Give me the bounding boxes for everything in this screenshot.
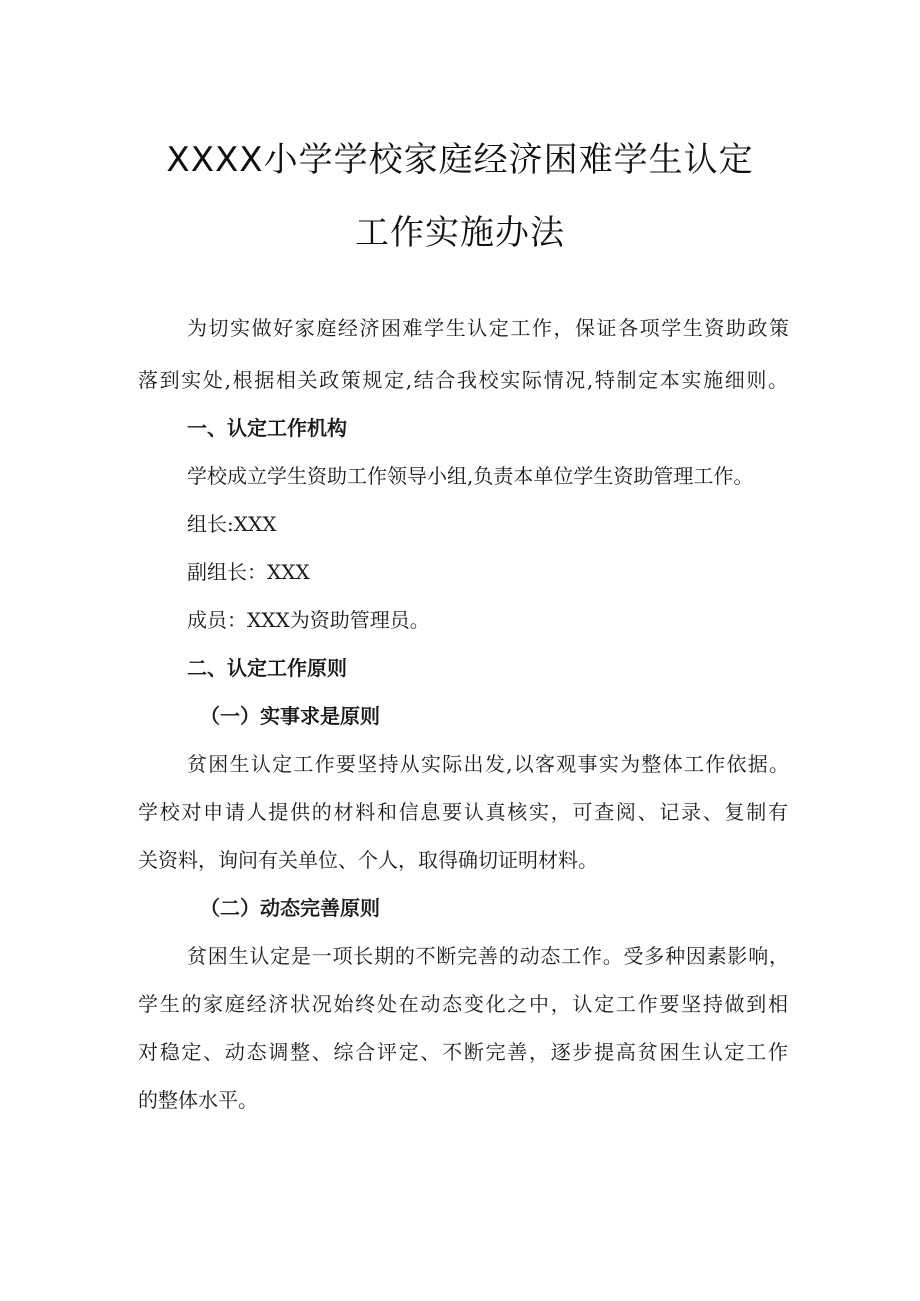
section-2-heading: 二、认定工作原则 [187,656,347,680]
subsection-1-line-3: 关资料，询问有关单位、个人，取得确切证明材料。 [138,848,598,872]
subsection-1-heading: （一）实事求是原则 [200,704,380,728]
members-line: 成员：XXX为资助管理员。 [187,608,430,632]
leader-line: 组长:XXX [187,512,277,536]
section-1-paragraph: 学校成立学生资助工作领导小组,负责本单位学生资助管理工作。 [187,464,754,488]
vice-leader-line: 副组长：XXX [187,560,310,584]
section-1-heading: 一、认定工作机构 [187,416,347,440]
subsection-2-line-1: 贫困生认定是一项长期的不断完善的动态工作。受多种因素影响， [187,944,789,968]
subsection-2-heading: （二）动态完善原则 [200,896,380,920]
document-title-line-2: 工作实施办法 [355,213,565,253]
intro-line-1: 为切实做好家庭经济困难学生认定工作，保证各项学生资助政策 [187,316,789,340]
subsection-1-line-1: 贫困生认定工作要坚持从实际出发,以客观事实为整体工作依据。 [187,752,789,776]
subsection-2-line-3: 对稳定、动态调整、综合评定、不断完善，逐步提高贫困生认定工作 [138,1040,788,1064]
subsection-2-line-4: 的整体水平。 [138,1088,258,1112]
intro-line-2: 落到实处,根据相关政策规定,结合我校实际情况,特制定本实施细则。 [138,368,788,392]
subsection-1-line-2: 学校对申请人提供的材料和信息要认真核实，可查阅、记录、复制有 [138,800,788,824]
document-title-line-1: XXXX小学学校家庭经济困难学生认定 [166,140,754,180]
subsection-2-line-2: 学生的家庭经济状况始终处在动态变化之中，认定工作要坚持做到相 [138,992,788,1016]
